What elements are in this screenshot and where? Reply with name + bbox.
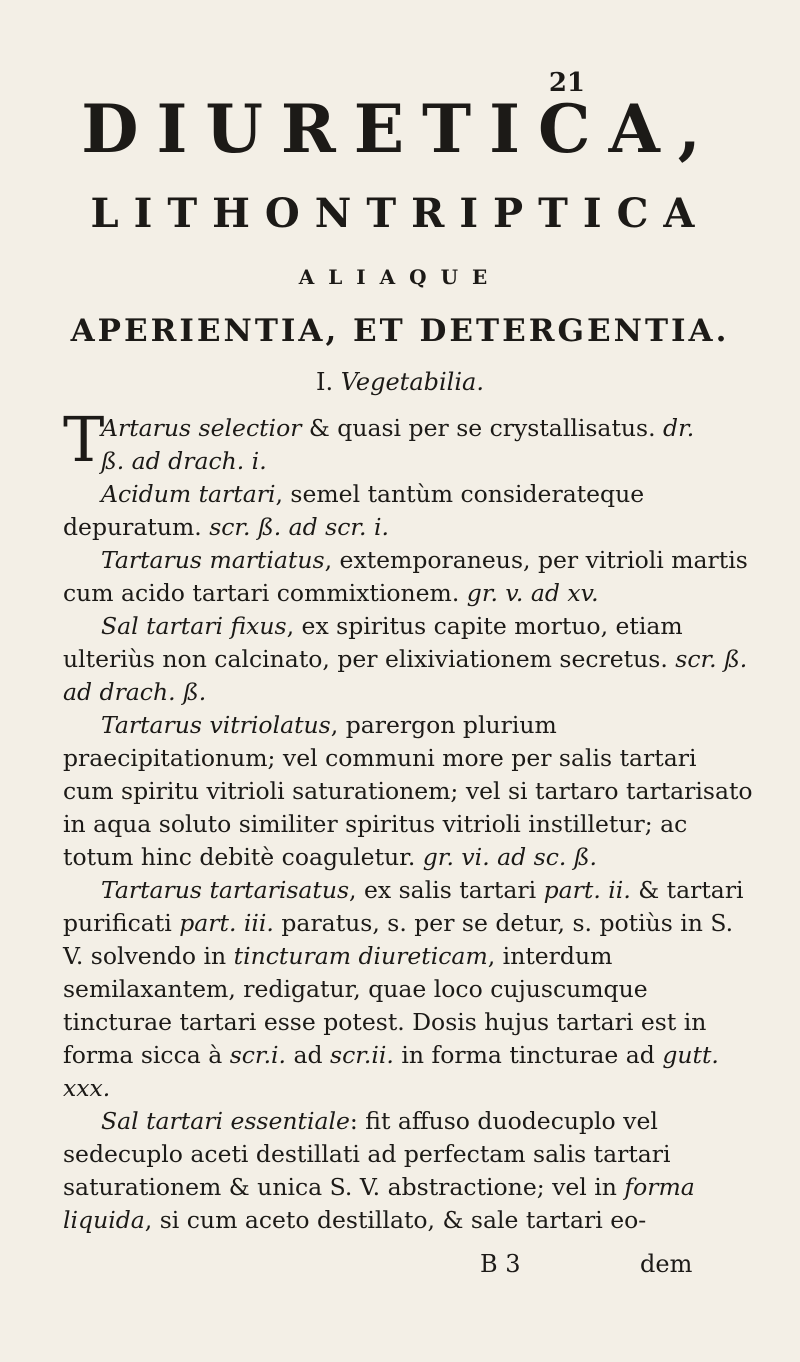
entry-term: Tartarus tartarisatus: [101, 876, 350, 904]
entry-term: Tartarus vitriolatus: [101, 711, 331, 739]
entry-text: in forma tincturae ad: [393, 1041, 663, 1069]
title-aliaque: ALIAQUE: [298, 265, 502, 289]
entry-acidum-tartari: [63, 478, 753, 544]
entry-tartarus-vitriolatus: [63, 709, 753, 874]
section-number: I.: [316, 368, 334, 396]
entry-dose: gr. v. ad xv.: [466, 579, 599, 607]
page-number: 21: [548, 68, 585, 98]
entry-text: , si cum aceto destillato, & sale tartari eo-: [144, 1206, 647, 1234]
entry-dose: scr.i.: [229, 1041, 287, 1069]
entry-text: paratus, s. per se detur, s. potiùs in S. V. solvendo in: [63, 909, 734, 970]
title-aperientia: APERIENTIA, ET DETERGENTIA.: [70, 313, 730, 349]
signature-mark: B 3: [480, 1250, 521, 1278]
title-diuretica: DIURETICA,: [81, 90, 719, 168]
entry-text: & tartari purificati: [63, 876, 744, 937]
entry-term: Sal tartari fixus: [101, 612, 287, 640]
entry-text: , ex spiritus capite mortuo, etiam ulteriùs non calcinato, per elixiviationem secretus.: [63, 612, 683, 673]
entry-term: Sal tartari essentiale: [101, 1107, 350, 1135]
entry-sal-tartari-essentiale: [63, 1105, 753, 1237]
drop-cap: T: [63, 403, 105, 476]
entry-dose: dr.: [663, 414, 695, 442]
entry-text: , interdum semilaxantem, redigatur, quae loco cujuscumque tincturae tartari esse potest. Dosis hujus tartari est in forma sicca à: [63, 942, 707, 1069]
entry-text: ad: [286, 1041, 331, 1069]
entry-term: Acidum tartari: [101, 480, 276, 508]
section-label: Vegetabilia.: [340, 368, 484, 396]
entry-term: forma liquida: [63, 1173, 695, 1234]
entry-text: & quasi per se crystallisatus.: [301, 414, 664, 442]
entry-term: Artarus selectior: [101, 414, 302, 442]
body-text: [63, 403, 753, 1237]
entry-text: : fit affuso duodecuplo vel sedecuplo aceti destillati ad perfectam salis tartari saturationem & unica S. V. abstractione; vel in: [63, 1107, 671, 1201]
entry-dose: ß. ad drach. i.: [101, 447, 267, 475]
entry-dose: scr. ß. ad drach. ß.: [63, 645, 748, 706]
entry-dose: gr. vi. ad sc. ß.: [422, 843, 597, 871]
entry-term: Tartarus martiatus: [101, 546, 325, 574]
entry-part: part. iii.: [179, 909, 274, 937]
entry-tartarus-martiatus: [63, 544, 753, 610]
entry-dose: scr.ii.: [330, 1041, 394, 1069]
entry-part: part. ii.: [543, 876, 631, 904]
entry-text: , ex salis tartari: [349, 876, 544, 904]
entry-term: tincturam diureticam: [233, 942, 488, 970]
entry-text: , extemporaneus, per vitrioli martis cum acido tartari commixtionem.: [63, 546, 748, 607]
entry-sal-tartari-fixus: [63, 610, 753, 709]
entry-text: , parergon plurium praecipitationum; vel communi more per salis tartari cum spiritu vitrioli saturationem; vel si tartaro tartarisato in aqua soluto similiter spiritus vitrioli instilletur; ac totum hinc debitè coaguletur.: [63, 711, 753, 871]
entry-tartarus-selectior: [63, 403, 753, 478]
entry-dose: gutt. xxx.: [63, 1041, 719, 1102]
entry-dose: scr. ß. ad scr. i.: [209, 513, 389, 541]
catchword: dem: [640, 1250, 693, 1278]
title-lithontriptica: LITHONTRIPTICA: [90, 190, 710, 237]
entry-tartarus-tartarisatus: [63, 874, 753, 1105]
entry-text: , semel tantùm considerateque depuratum.: [63, 480, 645, 541]
section-heading: [40, 368, 760, 396]
